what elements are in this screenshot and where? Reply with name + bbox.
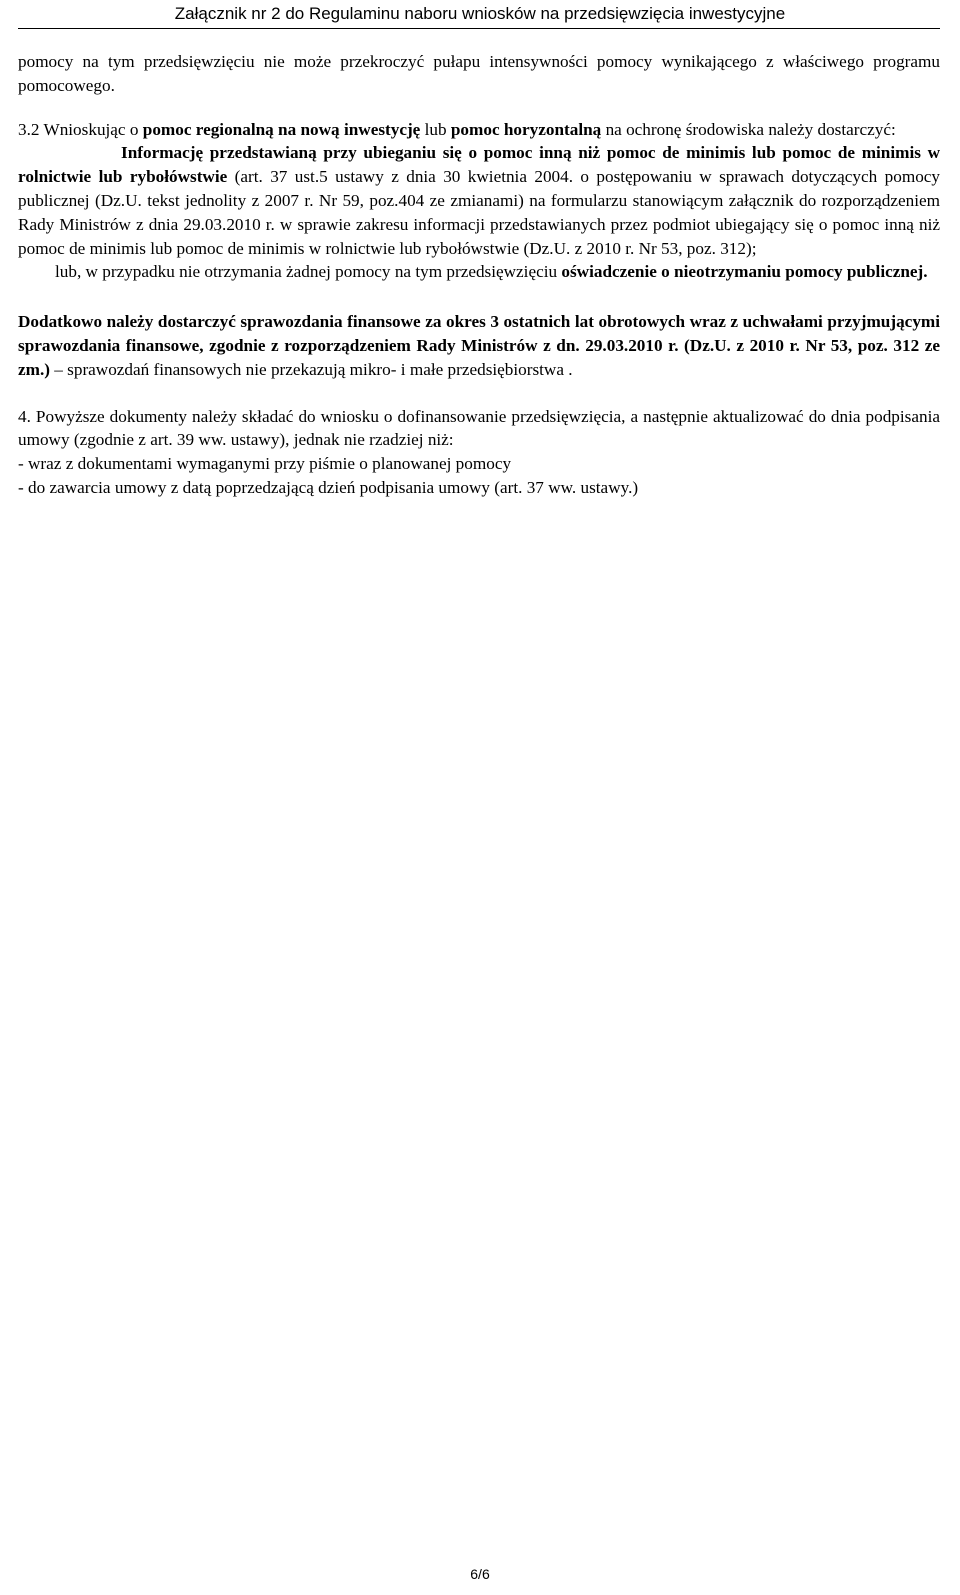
section-3-2-horizontal-aid: pomoc horyzontalną: [450, 119, 602, 139]
financial-statements-paragraph: [18, 310, 940, 381]
document-header-title: Załącznik nr 2 do Regulaminu naboru wniosków na przedsięwzięcia inwestycyjne: [174, 4, 786, 23]
alternative-text: lub, w przypadku nie otrzymania żadnej pomocy na tym przedsięwzięciu: [55, 262, 562, 282]
header-divider: [18, 28, 940, 29]
information-legal-basis-text: (art. 37 ust.5 ustawy z dnia 30 kwietnia 2004. o postępowaniu w sprawach dotyczących pomocy publicznej (Dz.U. tekst jednolity z 2007 r. Nr 59, poz.404 ze zmianami) na formularzu stanowiącym załącznik do rozporządzeniem Rady Ministrów z dnia 29.03.2010 r. w sprawie zakresu informacji przedstawianych przez podmiot ubiegający się o pomoc inną niż pomoc de minimis lub pomoc de minimis w rolnictwie lub rybołówstwie (Dz.U. z 2010 r. Nr 53, poz. 312);: [18, 167, 941, 258]
intro-text: pomocy na tym przedsięwzięciu nie może przekroczyć pułapu intensywności pomocy wynikającego z właściwego programu pomocowego.: [18, 52, 940, 95]
page-number: 6/6: [470, 1566, 490, 1582]
financial-statements-bold-text: Dodatkowo należy dostarczyć sprawozdania finansowe za okres 3 ostatnich lat obrotowych wraz z uchwałami przyjmującymi sprawozdania finansowe, zgodnie z rozporządzeniem Rady Ministrów z dn. 29.03.2010 r. (Dz.U. z 2010 r. Nr 53, poz. 312 ze zm.): [18, 312, 940, 379]
section-3-2-paragraph: [18, 118, 940, 142]
section-3-2-tail: na ochronę środowiska należy dostarczyć:: [601, 119, 896, 139]
section-3-2-or: lub: [420, 119, 451, 139]
section-3-2-lead: 3.2 Wnioskując o: [18, 119, 143, 139]
alternative-declaration-paragraph: [18, 260, 940, 284]
declaration-bold-text: oświadczenie o nieotrzymaniu pomocy publicznej.: [561, 262, 928, 282]
section-4-list-item: [18, 452, 940, 476]
section-4-item-1-text: - wraz z dokumentami wymaganymi przy piśmie o planowanej pomocy: [18, 454, 512, 474]
financial-statements-note: – sprawozdań finansowych nie przekazują mikro- i małe przedsiębiorstwa .: [49, 359, 573, 379]
section-3-2-regional-aid: pomoc regionalną na nową inwestycję: [142, 119, 421, 139]
intro-paragraph: [18, 50, 940, 98]
information-bold-text: Informację przedstawianą przy ubieganiu się o pomoc inną niż pomoc de minimis lub pomoc de minimis w rolnictwie lub rybołówstwie: [18, 143, 940, 187]
section-4-item-2-text: - do zawarcia umowy z datą poprzedzającą dzień podpisania umowy (art. 37 ww. ustawy.): [18, 477, 639, 497]
section-4-paragraph: [18, 405, 940, 453]
document-body: [18, 50, 940, 500]
section-4-text: 4. Powyższe dokumenty należy składać do wniosku o dofinansowanie przedsięwzięcia, a następnie aktualizować do dnia podpisania umowy (zgodnie z art. 39 ww. ustawy), jednak nie rzadziej niż:: [18, 406, 940, 450]
section-4-list-item: [18, 476, 940, 500]
information-requirement-paragraph: [18, 141, 940, 260]
